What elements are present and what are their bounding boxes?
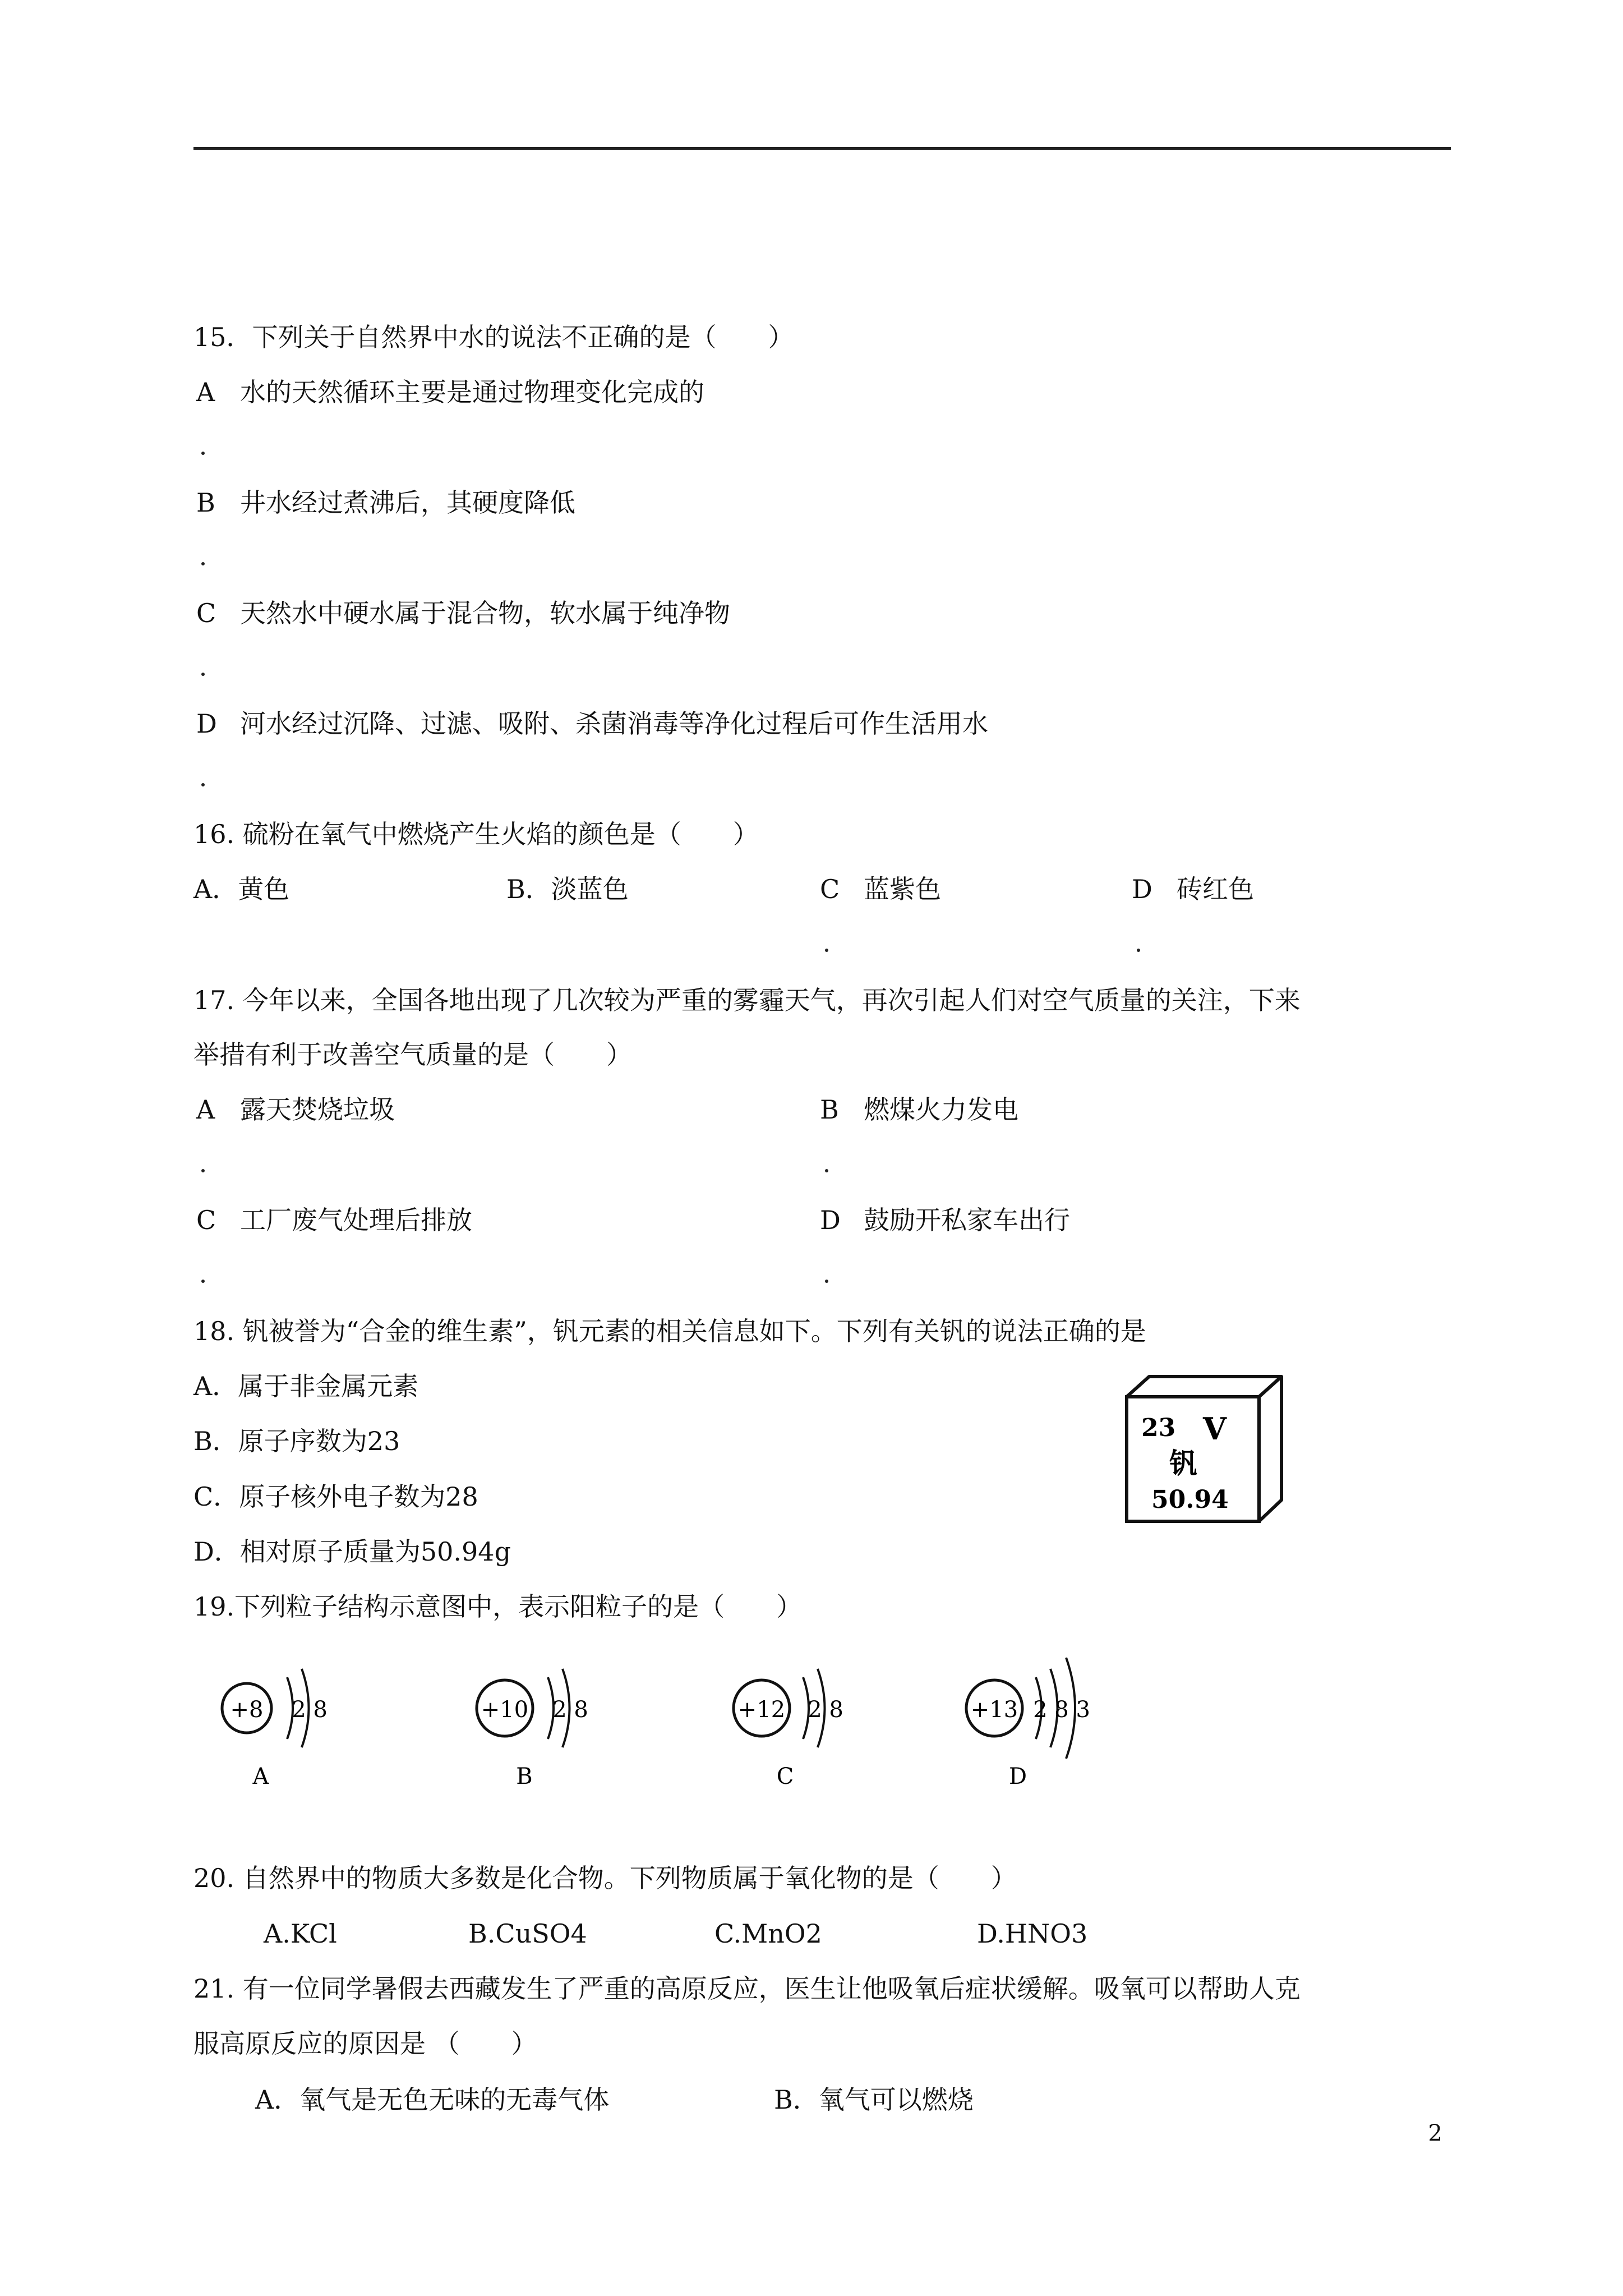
q16-stem: 16. 硫粉在氧气中燃烧产生火焰的颜色是（ ） xyxy=(193,819,759,849)
atom-diagram-d xyxy=(962,1641,1130,1792)
q17-option-d-text: 鼓励开私家车出行 xyxy=(864,1205,1070,1235)
element-number: 23 xyxy=(1141,1414,1176,1442)
q17-option-d-letter: D xyxy=(820,1205,841,1235)
atom-diagram-a xyxy=(213,1646,359,1792)
q18-option-b: B．原子序数为23 xyxy=(193,1426,400,1456)
q20-option-d: D.HNO3 xyxy=(977,1918,1088,1949)
q17-option-a-dot xyxy=(201,1169,205,1172)
atom-c-nucleus: +12 xyxy=(737,1697,786,1723)
atom-diagram-c xyxy=(729,1646,875,1792)
q19-stem: 19.下列粒子结构示意图中，表示阳粒子的是（ ） xyxy=(193,1591,803,1622)
atom-a-nucleus: +8 xyxy=(230,1697,264,1723)
atom-d-nucleus: +13 xyxy=(970,1697,1018,1723)
q17-option-a-letter: A xyxy=(196,1094,215,1125)
q16-option-c-letter: C xyxy=(820,874,840,904)
q15-option-b-dot xyxy=(201,562,205,565)
q18-option-d: D．相对原子质量为50.94g xyxy=(193,1536,511,1567)
q15-option-a-dot xyxy=(201,452,205,455)
q16-option-d-dot xyxy=(1137,949,1140,952)
q15-option-b-letter: B xyxy=(196,487,215,518)
q18-stem: 18. 钒被誉为“合金的维生素”，钒元素的相关信息如下。下列有关钒的说法正确的是 xyxy=(193,1316,1146,1346)
q15-option-d-dot xyxy=(201,783,205,786)
q18-option-c: C．原子核外电子数为28 xyxy=(193,1481,478,1512)
q17-stem-line1: 17. 今年以来，全国各地出现了几次较为严重的雾霾天气，再次引起人们对空气质量的关注，下来 xyxy=(193,985,1301,1015)
header-rule xyxy=(193,147,1451,150)
atom-b-shells: 2 8 xyxy=(552,1697,588,1723)
q15-option-c-dot xyxy=(201,673,205,676)
q15-option-a-text: 水的天然循环主要是通过物理变化完成的 xyxy=(240,377,704,407)
element-symbol: V xyxy=(1203,1411,1227,1447)
q18-option-a: A．属于非金属元素 xyxy=(193,1371,419,1401)
q16-option-d-letter: D xyxy=(1132,874,1152,904)
element-mass: 50.94 xyxy=(1151,1485,1229,1514)
atom-diagram-b xyxy=(474,1646,620,1792)
q15-option-d-text: 河水经过沉降、过滤、吸附、杀菌消毒等净化过程后可作生活用水 xyxy=(240,708,988,739)
q15-option-b-text: 井水经过煮沸后，其硬度降低 xyxy=(240,487,575,518)
q15-option-c-text: 天然水中硬水属于混合物，软水属于纯净物 xyxy=(240,598,730,628)
q21-stem-line2: 服高原反应的原因是 （ ） xyxy=(193,2028,537,2059)
q15-stem: 15．下列关于自然界中水的说法不正确的是（ ） xyxy=(193,322,794,352)
q17-option-b-letter: B xyxy=(820,1094,839,1125)
q21-option-b: B．氧气可以燃烧 xyxy=(774,2085,974,2115)
q17-option-b-dot xyxy=(825,1169,828,1172)
q15-option-c-letter: C xyxy=(196,598,216,628)
q21-stem-line1: 21. 有一位同学暑假去西藏发生了严重的高原反应，医生让他吸氧后症状缓解。吸氧可以帮助人克 xyxy=(193,1973,1301,2004)
atom-a-label: A xyxy=(252,1764,269,1789)
element-name: 钒 xyxy=(1169,1447,1197,1480)
q15-option-a-letter: A xyxy=(196,377,215,407)
q16-option-a: A．黄色 xyxy=(193,874,290,904)
q17-stem-line2: 举措有利于改善空气质量的是（ ） xyxy=(193,1039,632,1070)
q17-option-c-dot xyxy=(201,1280,205,1283)
q20-option-a: A.KCl xyxy=(264,1918,337,1949)
q17-option-d-dot xyxy=(825,1280,828,1283)
q20-option-b: B.CuSO4 xyxy=(468,1918,587,1949)
vanadium-element-box xyxy=(1124,1374,1287,1526)
q17-option-c-text: 工厂废气处理后排放 xyxy=(240,1205,472,1235)
atom-c-label: C xyxy=(776,1764,794,1789)
q16-option-d-text: 砖红色 xyxy=(1177,874,1254,904)
q17-option-b-text: 燃煤火力发电 xyxy=(864,1094,1018,1125)
q16-option-b: B．淡蓝色 xyxy=(506,874,629,904)
atom-a-shells: 2 8 xyxy=(292,1697,328,1723)
atom-d-label: D xyxy=(1008,1764,1027,1789)
page-number: 2 xyxy=(1428,2120,1442,2146)
q17-option-a-text: 露天焚烧垃圾 xyxy=(240,1094,395,1125)
q20-stem: 20. 自然界中的物质大多数是化合物。下列物质属于氧化物的是（ ） xyxy=(193,1863,1017,1893)
q15-option-d-letter: D xyxy=(196,708,217,739)
atom-d-shells: 2 8 3 xyxy=(1033,1697,1090,1723)
q17-option-c-letter: C xyxy=(196,1205,216,1235)
q20-option-c: C.MnO2 xyxy=(714,1918,822,1949)
q21-option-a: A．氧气是无色无味的无毒气体 xyxy=(255,2085,610,2115)
q16-option-c-dot xyxy=(825,949,828,952)
atom-b-nucleus: +10 xyxy=(481,1697,529,1723)
q16-option-c-text: 蓝紫色 xyxy=(864,874,941,904)
atom-c-shells: 2 8 xyxy=(808,1697,843,1723)
atom-b-label: B xyxy=(516,1764,533,1789)
